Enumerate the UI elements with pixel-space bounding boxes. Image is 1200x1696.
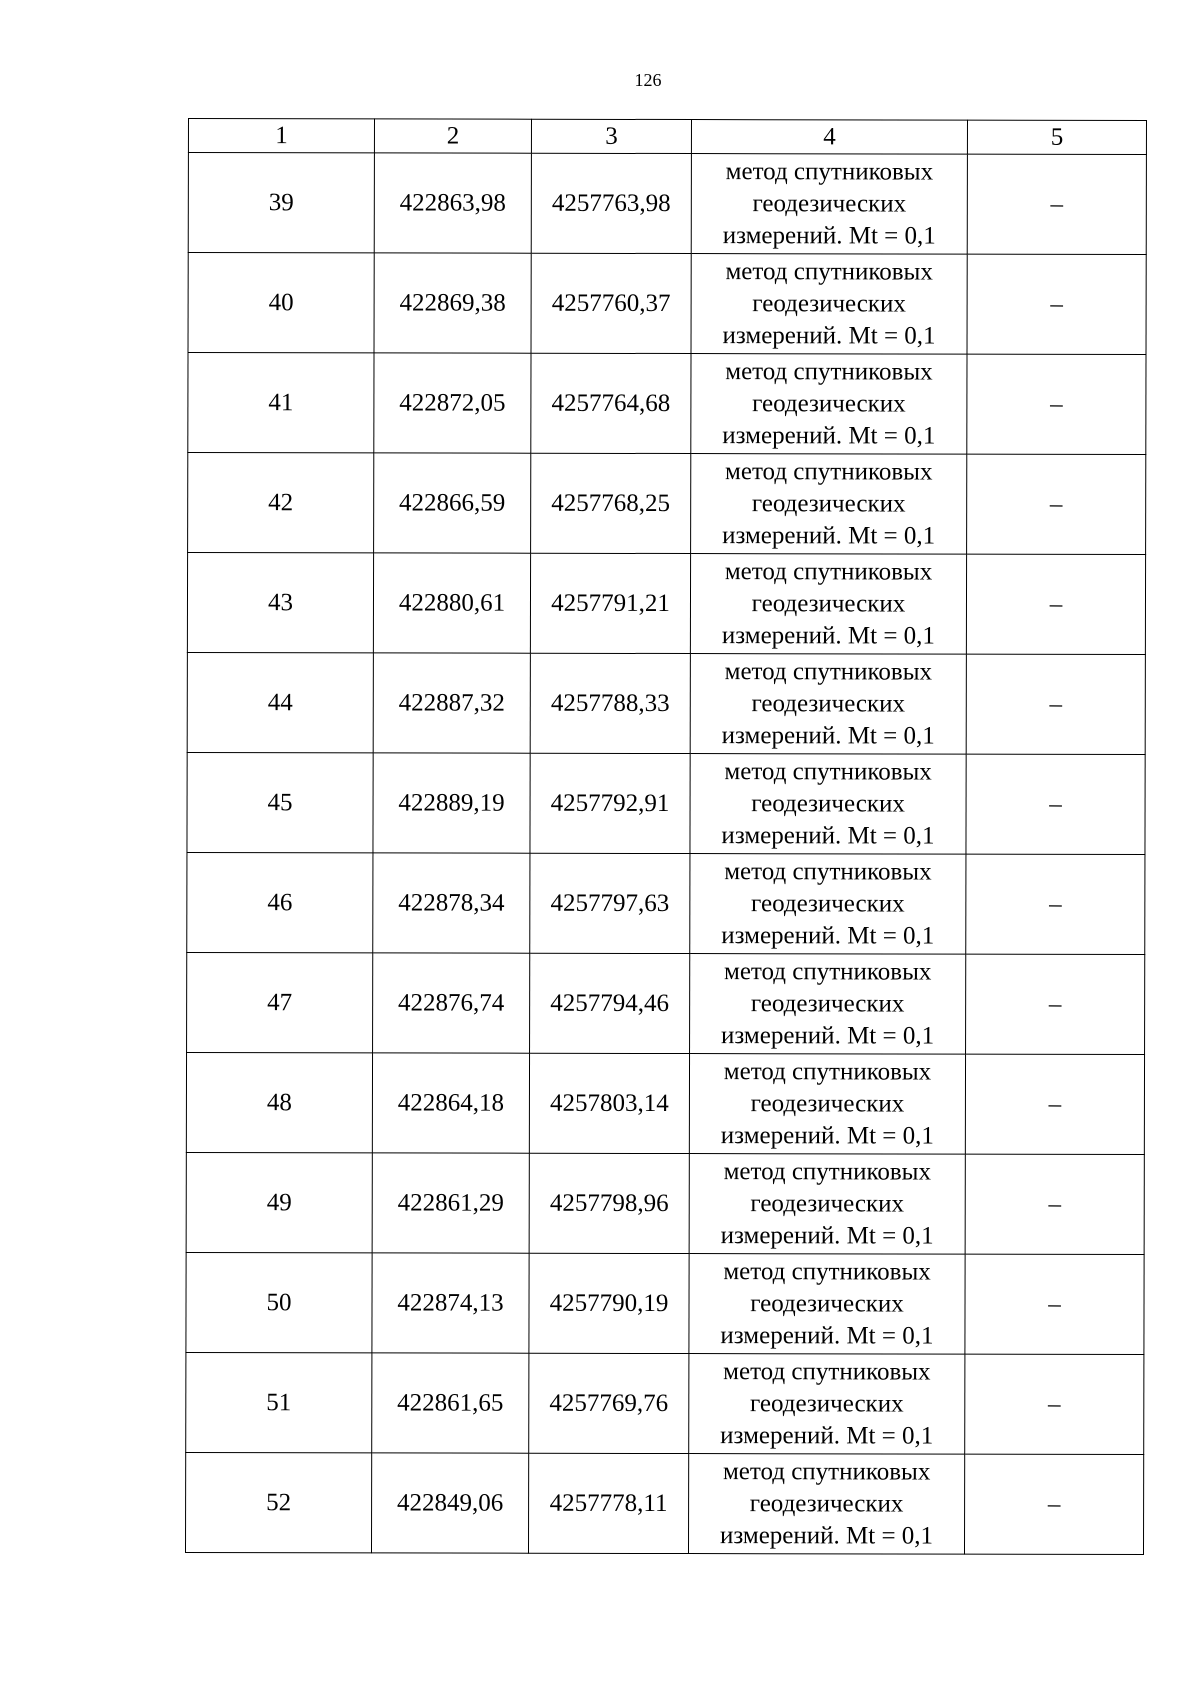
x-coordinate-cell: 422861,65 [372,1353,529,1453]
column-header-4: 4 [691,120,967,155]
note-cell: – [967,254,1146,354]
method-cell: метод спутниковых геодезических измерений. Mt = 0,1 [690,954,966,1055]
point-number-cell: 50 [186,1252,372,1352]
note-cell: – [965,1254,1144,1354]
x-coordinate-cell: 422889,19 [373,753,530,853]
method-cell: метод спутниковых геодезических измерений. Mt = 0,1 [688,1454,964,1555]
point-number-cell: 48 [186,1052,372,1152]
y-coordinate-cell: 4257760,37 [531,253,691,353]
table-row [186,1152,1144,1254]
y-coordinate-cell: 4257768,25 [531,453,691,553]
table-row [188,253,1146,355]
table-body [185,153,1146,1555]
x-coordinate-cell: 422849,06 [371,1453,528,1553]
x-coordinate-cell: 422878,34 [373,853,530,953]
note-cell: – [967,354,1146,454]
column-header-3: 3 [531,119,691,153]
x-coordinate-cell: 422866,59 [374,453,531,553]
table-row [186,1052,1144,1154]
table-row [185,1452,1143,1554]
table-row [187,952,1145,1054]
x-coordinate-cell: 422887,32 [373,653,530,753]
method-cell: метод спутниковых геодезических измерений. Mt = 0,1 [690,554,966,655]
point-number-cell: 45 [187,752,373,852]
x-coordinate-cell: 422876,74 [373,953,530,1053]
note-cell: – [967,154,1146,254]
method-cell: метод спутниковых геодезических измерений. Mt = 0,1 [691,254,967,355]
x-coordinate-cell: 422863,98 [374,153,531,253]
y-coordinate-cell: 4257764,68 [531,353,691,453]
y-coordinate-cell: 4257792,91 [530,753,690,853]
page-number: 126 [634,70,662,90]
method-cell: метод спутниковых геодезических измерений. Mt = 0,1 [690,754,966,855]
table-row [188,453,1146,555]
note-cell: – [964,1454,1143,1554]
point-number-cell: 42 [188,453,374,553]
column-header-5: 5 [967,120,1146,154]
note-cell: – [966,754,1145,854]
method-cell: метод спутниковых геодезических измерений. Mt = 0,1 [690,654,966,755]
point-number-cell: 40 [188,253,374,353]
table-row [187,852,1145,954]
method-cell: метод спутниковых геодезических измерений. Mt = 0,1 [689,1354,965,1455]
y-coordinate-cell: 4257794,46 [530,953,690,1053]
point-number-cell: 47 [187,952,373,1052]
point-number-cell: 41 [188,353,374,453]
point-number-cell: 44 [187,652,373,752]
note-cell: – [966,954,1145,1054]
method-cell: метод спутниковых геодезических измерений. Mt = 0,1 [690,854,966,955]
table-row [187,553,1145,655]
method-cell: метод спутниковых геодезических измерений. Mt = 0,1 [689,1054,965,1155]
note-cell: – [967,454,1146,554]
x-coordinate-cell: 422861,29 [372,1153,529,1253]
point-number-cell: 46 [187,852,373,952]
note-cell: – [966,654,1145,754]
point-number-cell: 49 [186,1152,372,1252]
y-coordinate-cell: 4257798,96 [529,1153,689,1253]
y-coordinate-cell: 4257769,76 [529,1353,689,1453]
point-number-cell: 52 [185,1452,371,1552]
table-header-row [188,119,1146,155]
method-cell: метод спутниковых геодезических измерений. Mt = 0,1 [691,154,967,255]
note-cell: – [965,1154,1144,1254]
coordinates-table [185,118,1147,1555]
y-coordinate-cell: 4257790,19 [529,1253,689,1353]
note-cell: – [966,554,1145,654]
table-row [188,153,1146,255]
column-header-2: 2 [374,119,531,153]
point-number-cell: 51 [186,1352,372,1452]
table-row [188,353,1146,455]
y-coordinate-cell: 4257788,33 [530,653,690,753]
note-cell: – [965,1354,1144,1454]
method-cell: метод спутниковых геодезических измерений. Mt = 0,1 [691,354,967,455]
table-row [187,752,1145,854]
method-cell: метод спутниковых геодезических измерений. Mt = 0,1 [691,454,967,555]
y-coordinate-cell: 4257778,11 [528,1453,688,1553]
method-cell: метод спутниковых геодезических измерений. Mt = 0,1 [689,1254,965,1355]
y-coordinate-cell: 4257797,63 [530,853,690,953]
x-coordinate-cell: 422864,18 [372,1053,529,1153]
x-coordinate-cell: 422880,61 [373,553,530,653]
x-coordinate-cell: 422872,05 [374,353,531,453]
table-row [186,1352,1144,1454]
y-coordinate-cell: 4257803,14 [529,1053,689,1153]
point-number-cell: 43 [187,553,373,653]
point-number-cell: 39 [188,153,374,253]
method-cell: метод спутниковых геодезических измерений. Mt = 0,1 [689,1154,965,1255]
table-row [186,1252,1144,1354]
table-row [187,652,1145,754]
x-coordinate-cell: 422869,38 [374,253,531,353]
x-coordinate-cell: 422874,13 [372,1253,529,1353]
y-coordinate-cell: 4257791,21 [530,553,690,653]
note-cell: – [966,854,1145,954]
column-header-1: 1 [188,119,374,153]
note-cell: – [965,1054,1144,1154]
y-coordinate-cell: 4257763,98 [531,153,691,253]
